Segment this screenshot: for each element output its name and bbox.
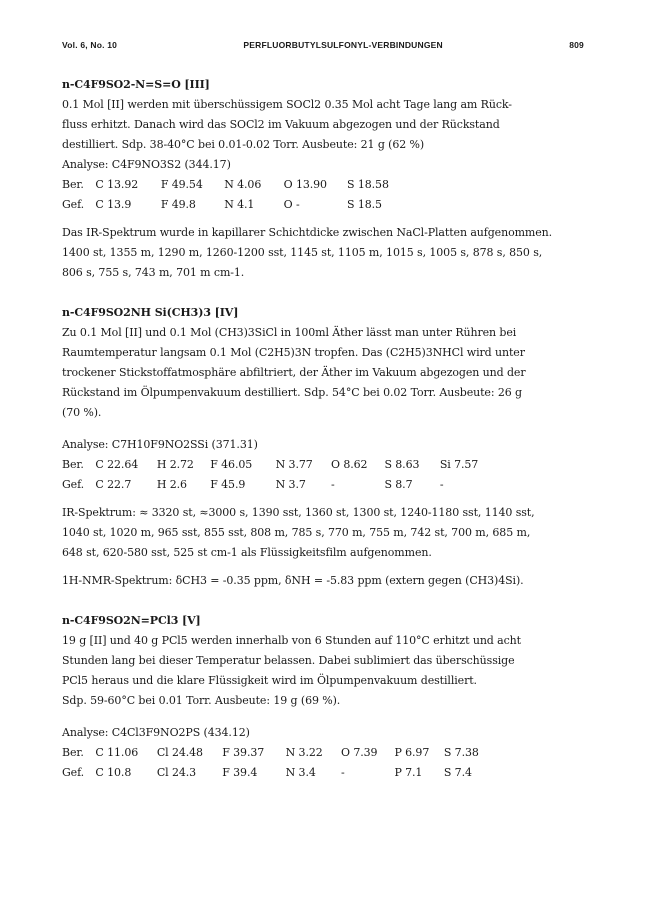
found-values (62, 475, 584, 495)
value-h: H 2.6 (156, 478, 187, 491)
value-o: - (341, 766, 345, 779)
found-values (62, 195, 584, 215)
value-p: P 7.1 (394, 766, 423, 779)
procedure-line: destilliert. Sdp. 38-40°C bei 0.01-0.02 Torr. Ausbeute: 21 g (62 %) (62, 138, 425, 151)
value-o: - (331, 478, 335, 491)
value-f: F 45.9 (210, 478, 246, 491)
running-header (62, 40, 584, 50)
procedure-line: Sdp. 59-60°C bei 0.01 Torr. Ausbeute: 19 g (69 %). (62, 694, 341, 707)
value-h: H 2.72 (156, 458, 194, 471)
ir-line: Das IR-Spektrum wurde in kapillarer Schichtdicke zwischen NaCl-Platten aufgenommen. (62, 226, 553, 239)
value-o: O - (283, 198, 300, 211)
value-si: Si 7.57 (439, 458, 479, 471)
calculated-values (62, 455, 584, 475)
value-o: O 13.90 (283, 178, 327, 191)
label-gef: Gef. (62, 478, 85, 491)
page-number: 809 (569, 40, 584, 50)
value-n: N 3.7 (275, 478, 306, 491)
procedure-line: 0.1 Mol [II] werden mit überschüssigem SOCl2 0.35 Mol acht Tage lang am Rück- (62, 98, 512, 111)
compound-heading-v: n-C4F9SO2N=PCl3 [V] (62, 614, 201, 627)
value-n: N 4.06 (224, 178, 262, 191)
value-n: N 3.4 (285, 766, 316, 779)
procedure-line: trockener Stickstoffatmosphäre abfiltriert, der Äther im Vakuum abgezogen und der (62, 366, 526, 379)
value-o: O 7.39 (341, 746, 378, 759)
ir-line: IR-Spektrum: ≈ 3320 st, ≈3000 s, 1390 sst, 1360 st, 1300 st, 1240-1180 sst, 1140 sst, (62, 506, 535, 519)
value-s: S 7.4 (443, 766, 472, 779)
ir-line: 1040 st, 1020 m, 965 sst, 855 sst, 808 m, 785 s, 770 m, 755 m, 742 st, 700 m, 685 m, (62, 526, 531, 539)
calculated-values (62, 175, 584, 195)
value-s: S 7.38 (443, 746, 479, 759)
value-s: S 18.58 (347, 178, 389, 191)
procedure-line: Stunden lang bei dieser Temperatur belassen. Dabei sublimiert das überschüssige (62, 654, 515, 667)
value-c: C 11.06 (95, 746, 139, 759)
analysis-formula: Analyse: C7H10F9NO2SSi (371.31) (62, 438, 258, 451)
analysis-formula: Analyse: C4Cl3F9NO2PS (434.12) (62, 726, 250, 739)
value-cl: Cl 24.3 (156, 766, 197, 779)
procedure-line: PCl5 heraus und die klare Flüssigkeit wird im Ölpumpenvakuum destilliert. (62, 674, 477, 687)
value-f: F 49.8 (160, 198, 196, 211)
label-gef: Gef. (62, 198, 85, 211)
value-cl: Cl 24.48 (156, 746, 203, 759)
value-c: C 22.64 (95, 458, 139, 471)
procedure-line: Zu 0.1 Mol [II] und 0.1 Mol (CH3)3SiCl in 100ml Äther lässt man unter Rühren bei (62, 326, 517, 339)
value-c: C 10.8 (95, 766, 132, 779)
ir-line: 806 s, 755 s, 743 m, 701 m cm-1. (62, 266, 245, 279)
value-s: S 8.7 (384, 478, 413, 491)
procedure-line: Rückstand im Ölpumpenvakuum destilliert. Sdp. 54°C bei 0.02 Torr. Ausbeute: 26 g (62, 386, 522, 399)
found-values (62, 763, 584, 783)
running-title: PERFLUORBUTYLSULFONYL-VERBINDUNGEN (243, 40, 443, 50)
label-ber: Ber. (62, 458, 84, 471)
analysis-formula: Analyse: C4F9NO3S2 (344.17) (62, 158, 231, 171)
value-si: - (439, 478, 444, 491)
value-s: S 18.5 (347, 198, 382, 211)
value-f: F 49.54 (160, 178, 203, 191)
procedure-line: (70 %). (62, 406, 102, 419)
value-n: N 4.1 (224, 198, 255, 211)
value-f: F 46.05 (210, 458, 253, 471)
label-ber: Ber. (62, 746, 84, 759)
value-p: P 6.97 (394, 746, 430, 759)
nmr-line: 1H-NMR-Spektrum: δCH3 = -0.35 ppm, δNH = -5.83 ppm (extern gegen (CH3)4Si). (62, 574, 524, 587)
value-f: F 39.4 (222, 766, 258, 779)
value-o: O 8.62 (331, 458, 368, 471)
label-gef: Gef. (62, 766, 85, 779)
volume-info: Vol. 6, No. 10 (62, 40, 118, 50)
value-n: N 3.77 (275, 458, 313, 471)
value-f: F 39.37 (222, 746, 265, 759)
procedure-line: 19 g [II] und 40 g PCl5 werden innerhalb von 6 Stunden auf 110°C erhitzt und acht (62, 634, 521, 647)
compound-heading-iii: n-C4F9SO2-N=S=O [III] (62, 78, 210, 91)
compound-heading-iv: n-C4F9SO2NH Si(CH3)3 [IV] (62, 306, 239, 319)
value-c: C 13.92 (95, 178, 139, 191)
procedure-line: fluss erhitzt. Danach wird das SOCl2 im Vakuum abgezogen und der Rückstand (62, 118, 500, 131)
procedure-line: Raumtemperatur langsam 0.1 Mol (C2H5)3N tropfen. Das (C2H5)3NHCl wird unter (62, 346, 525, 359)
calculated-values (62, 743, 584, 763)
value-n: N 3.22 (285, 746, 323, 759)
value-c: C 22.7 (95, 478, 132, 491)
label-ber: Ber. (62, 178, 84, 191)
value-c: C 13.9 (95, 198, 132, 211)
journal-page (62, 40, 584, 783)
value-s: S 8.63 (384, 458, 420, 471)
ir-line: 648 st, 620-580 sst, 525 st cm-1 als Flüssigkeitsfilm aufgenommen. (62, 546, 432, 559)
ir-line: 1400 st, 1355 m, 1290 m, 1260-1200 sst, 1145 st, 1105 m, 1015 s, 1005 s, 878 s, 850 s, (62, 246, 543, 259)
